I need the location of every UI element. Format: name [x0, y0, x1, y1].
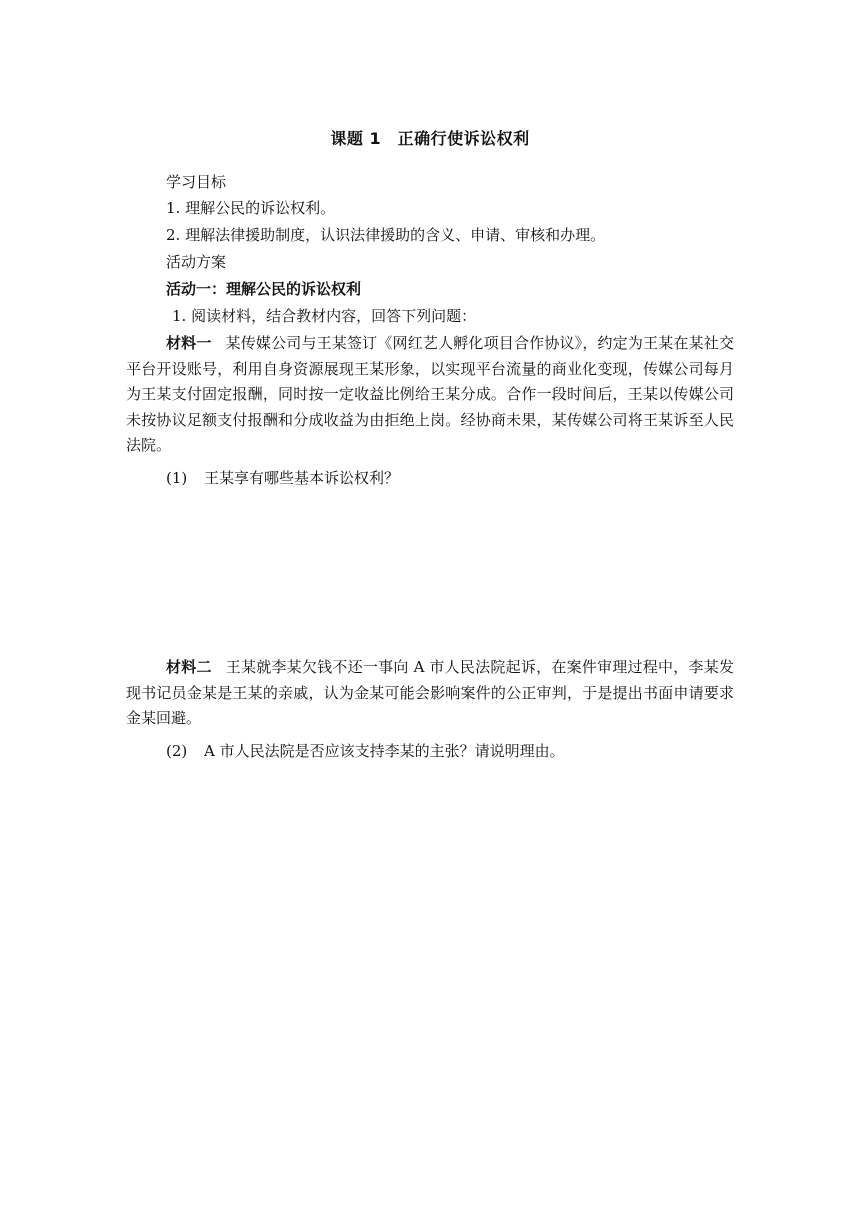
task1-instruction: 1. 阅读材料，结合教材内容，回答下列问题：	[172, 307, 477, 325]
question1	[166, 467, 399, 489]
material2-text: 王某就李某欠钱不还一事向 A 市人民法院起诉，在案件审理过程中，李某发现书记员金某是王某的亲戚，认为金某可能会影响案件的公正审判，于是提出书面申请要求金某回避。	[126, 658, 734, 727]
question2-text: A 市人民法院是否应该支持李某的主张？请说明理由。	[204, 742, 565, 760]
question2	[166, 740, 565, 762]
question1-number: (1)	[166, 469, 188, 487]
material2-label: 材料二	[166, 658, 212, 676]
plan-heading: 活动方案	[166, 253, 227, 271]
question2-number: (2)	[166, 742, 188, 760]
activity1-heading: 活动一：理解公民的诉讼权利	[166, 280, 362, 298]
objective-item-1: 1. 理解公民的诉讼权利。	[166, 199, 336, 217]
material1-label: 材料一	[166, 334, 212, 352]
objective-item-2: 2. 理解法律援助制度，认识法律援助的含义、申请、审核和办理。	[166, 226, 606, 244]
question1-text: 王某享有哪些基本诉讼权利？	[204, 469, 400, 487]
objectives-heading: 学习目标	[166, 173, 227, 191]
material2-paragraph	[126, 655, 734, 732]
page-title: 课题 1 正确行使诉讼权利	[330, 129, 530, 148]
material1-text: 某传媒公司与王某签订《网红艺人孵化项目合作协议》，约定为王某在某社交平台开设账号，利用自身资源展现王某形象，以实现平台流量的商业化变现，传媒公司每月为王某支付固定报酬，同时按一定收益比例给王某分成。合作一段时间后，王某以传媒公司未按协议足额支付报酬和分成收益为由拒绝上岗。经协商未果，某传媒公司将王某诉至人民法院。	[126, 334, 734, 454]
material1-paragraph	[126, 331, 734, 459]
